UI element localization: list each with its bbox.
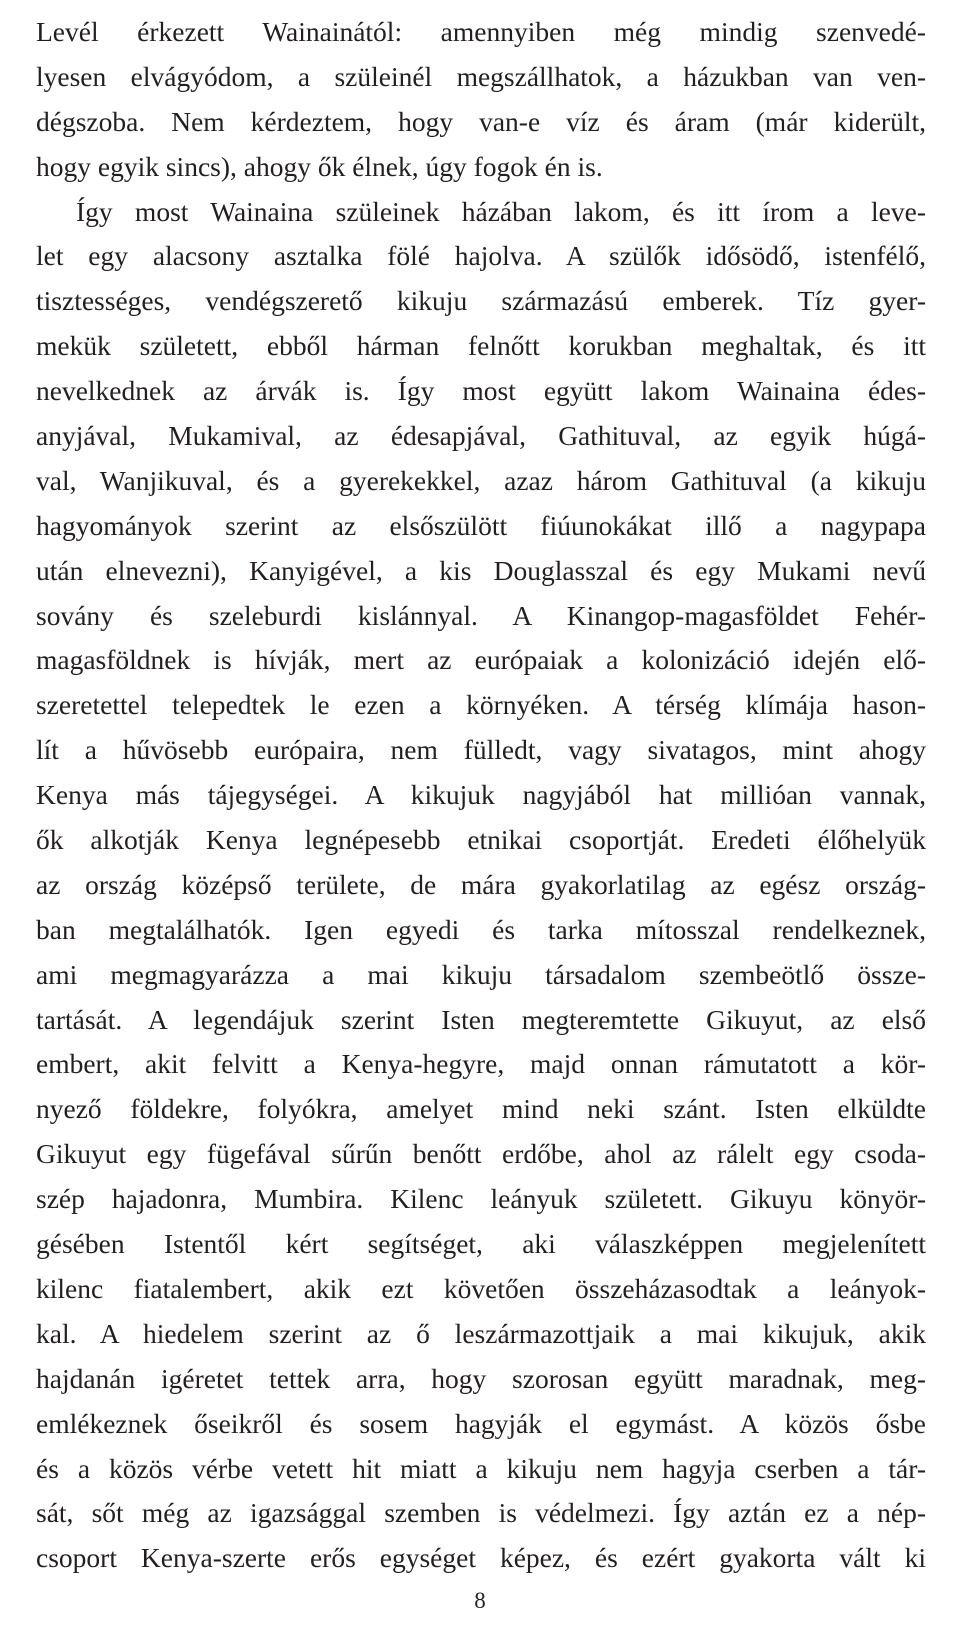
text-line: ami megmagyarázza a mai kikuju társadalom szembeötlő össze-: [36, 958, 926, 990]
text-line: magasföldnek is hívják, mert az európaiak a kolonizáció idején elő-: [36, 644, 926, 676]
text-line: dégszoba. Nem kérdeztem, hogy van-e víz és áram (már kiderült,: [36, 105, 926, 137]
text-line: az ország középső területe, de mára gyakorlatilag az egész ország-: [36, 868, 926, 900]
text-line: mekük született, ebből hárman felnőtt korukban meghaltak, és itt: [36, 330, 926, 362]
text-line: lyesen elvágyódom, a szüleinél megszállhatok, a házukban van ven-: [36, 60, 926, 92]
text-line: embert, akit felvitt a Kenya-hegyre, majd onnan rámutatott a kör-: [36, 1048, 926, 1080]
text-line: sovány és szeleburdi kislánnyal. A Kinangop-magasföldet Fehér-: [36, 599, 926, 631]
text-line: anyjával, Mukamival, az édesapjával, Gathituval, az egyik húgá-: [36, 420, 926, 452]
text-line: szép hajadonra, Mumbira. Kilenc leányuk született. Gikuyu könyör-: [36, 1183, 926, 1215]
text-line: val, Wanjikuval, és a gyerekekkel, azaz három Gathituval (a kikuju: [36, 464, 926, 496]
text-line: lít a hűvösebb európaira, nem fülledt, vagy sivatagos, mint ahogy: [36, 734, 926, 766]
text-line: Így most Wainaina szüleinek házában lakom, és itt írom a leve-: [76, 195, 926, 227]
text-line: hajdanán igéretet tettek arra, hogy szorosan együtt maradnak, meg-: [36, 1362, 926, 1394]
text-line: ők alkotják Kenya legnépesebb etnikai csoportját. Eredeti élőhelyük: [36, 824, 926, 856]
text-line: és a közös vérbe vetett hit miatt a kikuju nem hagyja cserben a tár-: [36, 1452, 926, 1484]
text-line: gésében Istentől kért segítséget, aki válaszképpen megjelenített: [36, 1228, 926, 1260]
text-line: után elnevezni), Kanyigével, a kis Douglasszal és egy Mukami nevű: [36, 554, 926, 586]
text-line: tartását. A legendájuk szerint Isten megteremtette Gikuyut, az első: [36, 1003, 926, 1035]
text-line: sát, sőt még az igazsággal szemben is védelmezi. Így aztán ez a nép-: [36, 1497, 926, 1529]
text-line: nevelkednek az árvák is. Így most együtt lakom Wainaina édes-: [36, 375, 926, 407]
text-line: Gikuyut egy fügefával sűrűn benőtt erdőbe, ahol az rálelt egy csoda-: [36, 1138, 926, 1170]
text-line: kal. A hiedelem szerint az ő leszármazottjaik a mai kikujuk, akik: [36, 1317, 926, 1349]
text-line: kilenc fiatalembert, akik ezt követően összeházasodtak a leányok-: [36, 1272, 926, 1304]
text-line: Levél érkezett Wainainától: amennyiben még mindig szenvedé-: [36, 16, 926, 47]
text-line: emlékeznek őseikről és sosem hagyják el egymást. A közös ősbe: [36, 1407, 926, 1439]
page-number: 8: [474, 1588, 486, 1613]
text-line: ban megtalálhatók. Igen egyedi és tarka mítosszal rendelkeznek,: [36, 913, 926, 945]
body-text: [36, 10, 926, 1581]
text-line: tisztességes, vendégszerető kikuju származású emberek. Tíz gyer-: [36, 285, 926, 317]
text-line: let egy alacsony asztalka fölé hajolva. A szülők idősödő, istenfélő,: [36, 240, 926, 272]
text-line: Kenya más tájegységei. A kikujuk nagyjából hat millióan vannak,: [36, 779, 926, 811]
text-line: csoport Kenya-szerte erős egységet képez, és ezért gyakorta vált ki: [36, 1542, 926, 1574]
text-line: nyező földekre, folyókra, amelyet mind neki szánt. Isten elküldte: [36, 1093, 926, 1125]
text-line: szeretettel telepedtek le ezen a környéken. A térség klímája hason-: [36, 689, 926, 721]
text-line: hogy egyik sincs), ahogy ők élnek, úgy fogok én is.: [36, 150, 603, 182]
text-line: hagyományok szerint az elsőszülött fiúunokákat illő a nagypapa: [36, 509, 926, 541]
